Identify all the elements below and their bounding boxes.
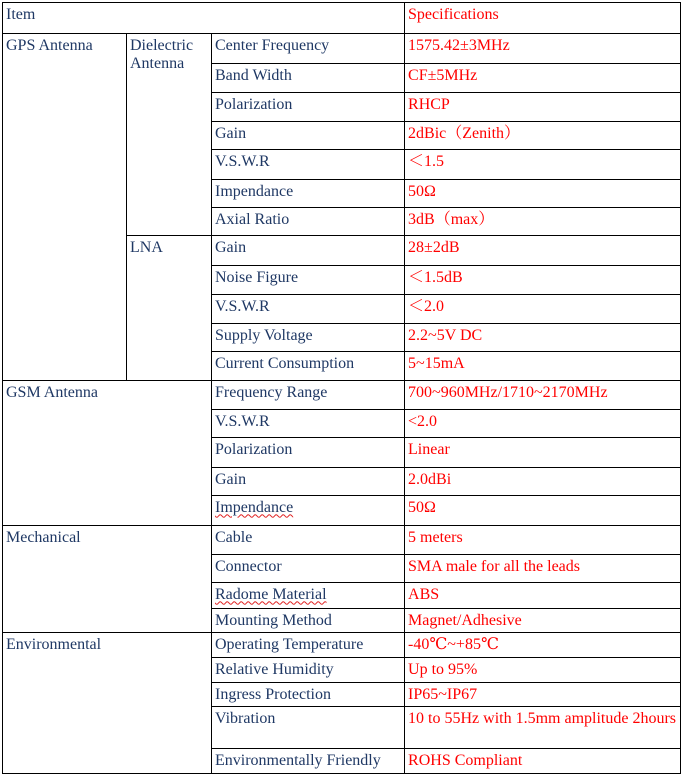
spec-value: ＜1.5dB — [405, 266, 681, 295]
spec-value: SMA male for all the leads — [405, 554, 681, 582]
spec-value: Linear — [405, 438, 681, 467]
spec-value: <2.0 — [405, 410, 681, 438]
spec-value: ＜1.5 — [405, 150, 681, 180]
table-row — [3, 632, 681, 657]
subsection-lna: LNA — [127, 236, 212, 381]
spec-value: Magnet/Adhesive — [405, 608, 681, 632]
spec-value: ABS — [405, 582, 681, 608]
spec-label: Impendance — [212, 180, 405, 208]
spec-label: Relative Humidity — [212, 657, 405, 682]
spec-value: RHCP — [405, 93, 681, 122]
spec-value: 2.2~5V DC — [405, 324, 681, 352]
spec-label: Gain — [212, 122, 405, 150]
subsection-dielectric-antenna: Dielectric Antenna — [127, 34, 212, 236]
spec-label: Supply Voltage — [212, 324, 405, 352]
table-row — [3, 34, 681, 64]
spec-value: 5 meters — [405, 525, 681, 554]
spec-value: CF±5MHz — [405, 64, 681, 93]
section-gps-antenna: GPS Antenna — [3, 34, 127, 381]
table-row — [3, 525, 681, 554]
spec-label: Gain — [212, 236, 405, 266]
spec-label: Polarization — [212, 438, 405, 467]
spec-value: IP65~IP67 — [405, 682, 681, 706]
spec-label: Current Consumption — [212, 352, 405, 381]
spec-label: V.S.W.R — [212, 150, 405, 180]
header-specifications: Specifications — [405, 3, 681, 34]
spec-value: 10 to 55Hz with 1.5mm amplitude 2hours — [405, 706, 681, 748]
table-header-row — [3, 3, 681, 34]
table-row — [3, 381, 681, 410]
spec-label: Axial Ratio — [212, 208, 405, 236]
spec-value: 5~15mA — [405, 352, 681, 381]
spec-label: Frequency Range — [212, 381, 405, 410]
spec-value: 50Ω — [405, 180, 681, 208]
spec-value: 2.0dBi — [405, 467, 681, 495]
spec-label: Band Width — [212, 64, 405, 93]
spec-label: Polarization — [212, 93, 405, 122]
spec-label: V.S.W.R — [212, 410, 405, 438]
spec-label: Gain — [212, 467, 405, 495]
spec-label — [212, 495, 405, 525]
section-mechanical: Mechanical — [3, 525, 212, 632]
spec-value: 1575.42±3MHz — [405, 34, 681, 64]
spec-label: Environmentally Friendly — [212, 748, 405, 773]
spec-label — [212, 582, 405, 608]
spec-value: 28±2dB — [405, 236, 681, 266]
spec-label-text: Impendance — [215, 498, 294, 516]
specifications-table — [2, 2, 681, 774]
spec-label: Ingress Protection — [212, 682, 405, 706]
spec-value: 50Ω — [405, 495, 681, 525]
spec-value: 2dBic（Zenith） — [405, 122, 681, 150]
spec-value: ＜2.0 — [405, 295, 681, 324]
spec-label: V.S.W.R — [212, 295, 405, 324]
spec-label: Operating Temperature — [212, 632, 405, 657]
spec-value: ROHS Compliant — [405, 748, 681, 773]
spec-label-text: Radome Material — [215, 585, 327, 603]
section-environmental: Environmental — [3, 632, 212, 773]
spec-label: Noise Figure — [212, 266, 405, 295]
section-gsm-antenna: GSM Antenna — [3, 381, 212, 525]
spec-value: Up to 95% — [405, 657, 681, 682]
spec-value: 3dB（max） — [405, 208, 681, 236]
spec-label: Connector — [212, 554, 405, 582]
spec-label: Cable — [212, 525, 405, 554]
header-item: Item — [3, 3, 405, 34]
spec-label: Center Frequency — [212, 34, 405, 64]
spec-label: Mounting Method — [212, 608, 405, 632]
spec-label: Vibration — [212, 706, 405, 748]
spec-value: -40℃~+85℃ — [405, 632, 681, 657]
spec-value: 700~960MHz/1710~2170MHz — [405, 381, 681, 410]
